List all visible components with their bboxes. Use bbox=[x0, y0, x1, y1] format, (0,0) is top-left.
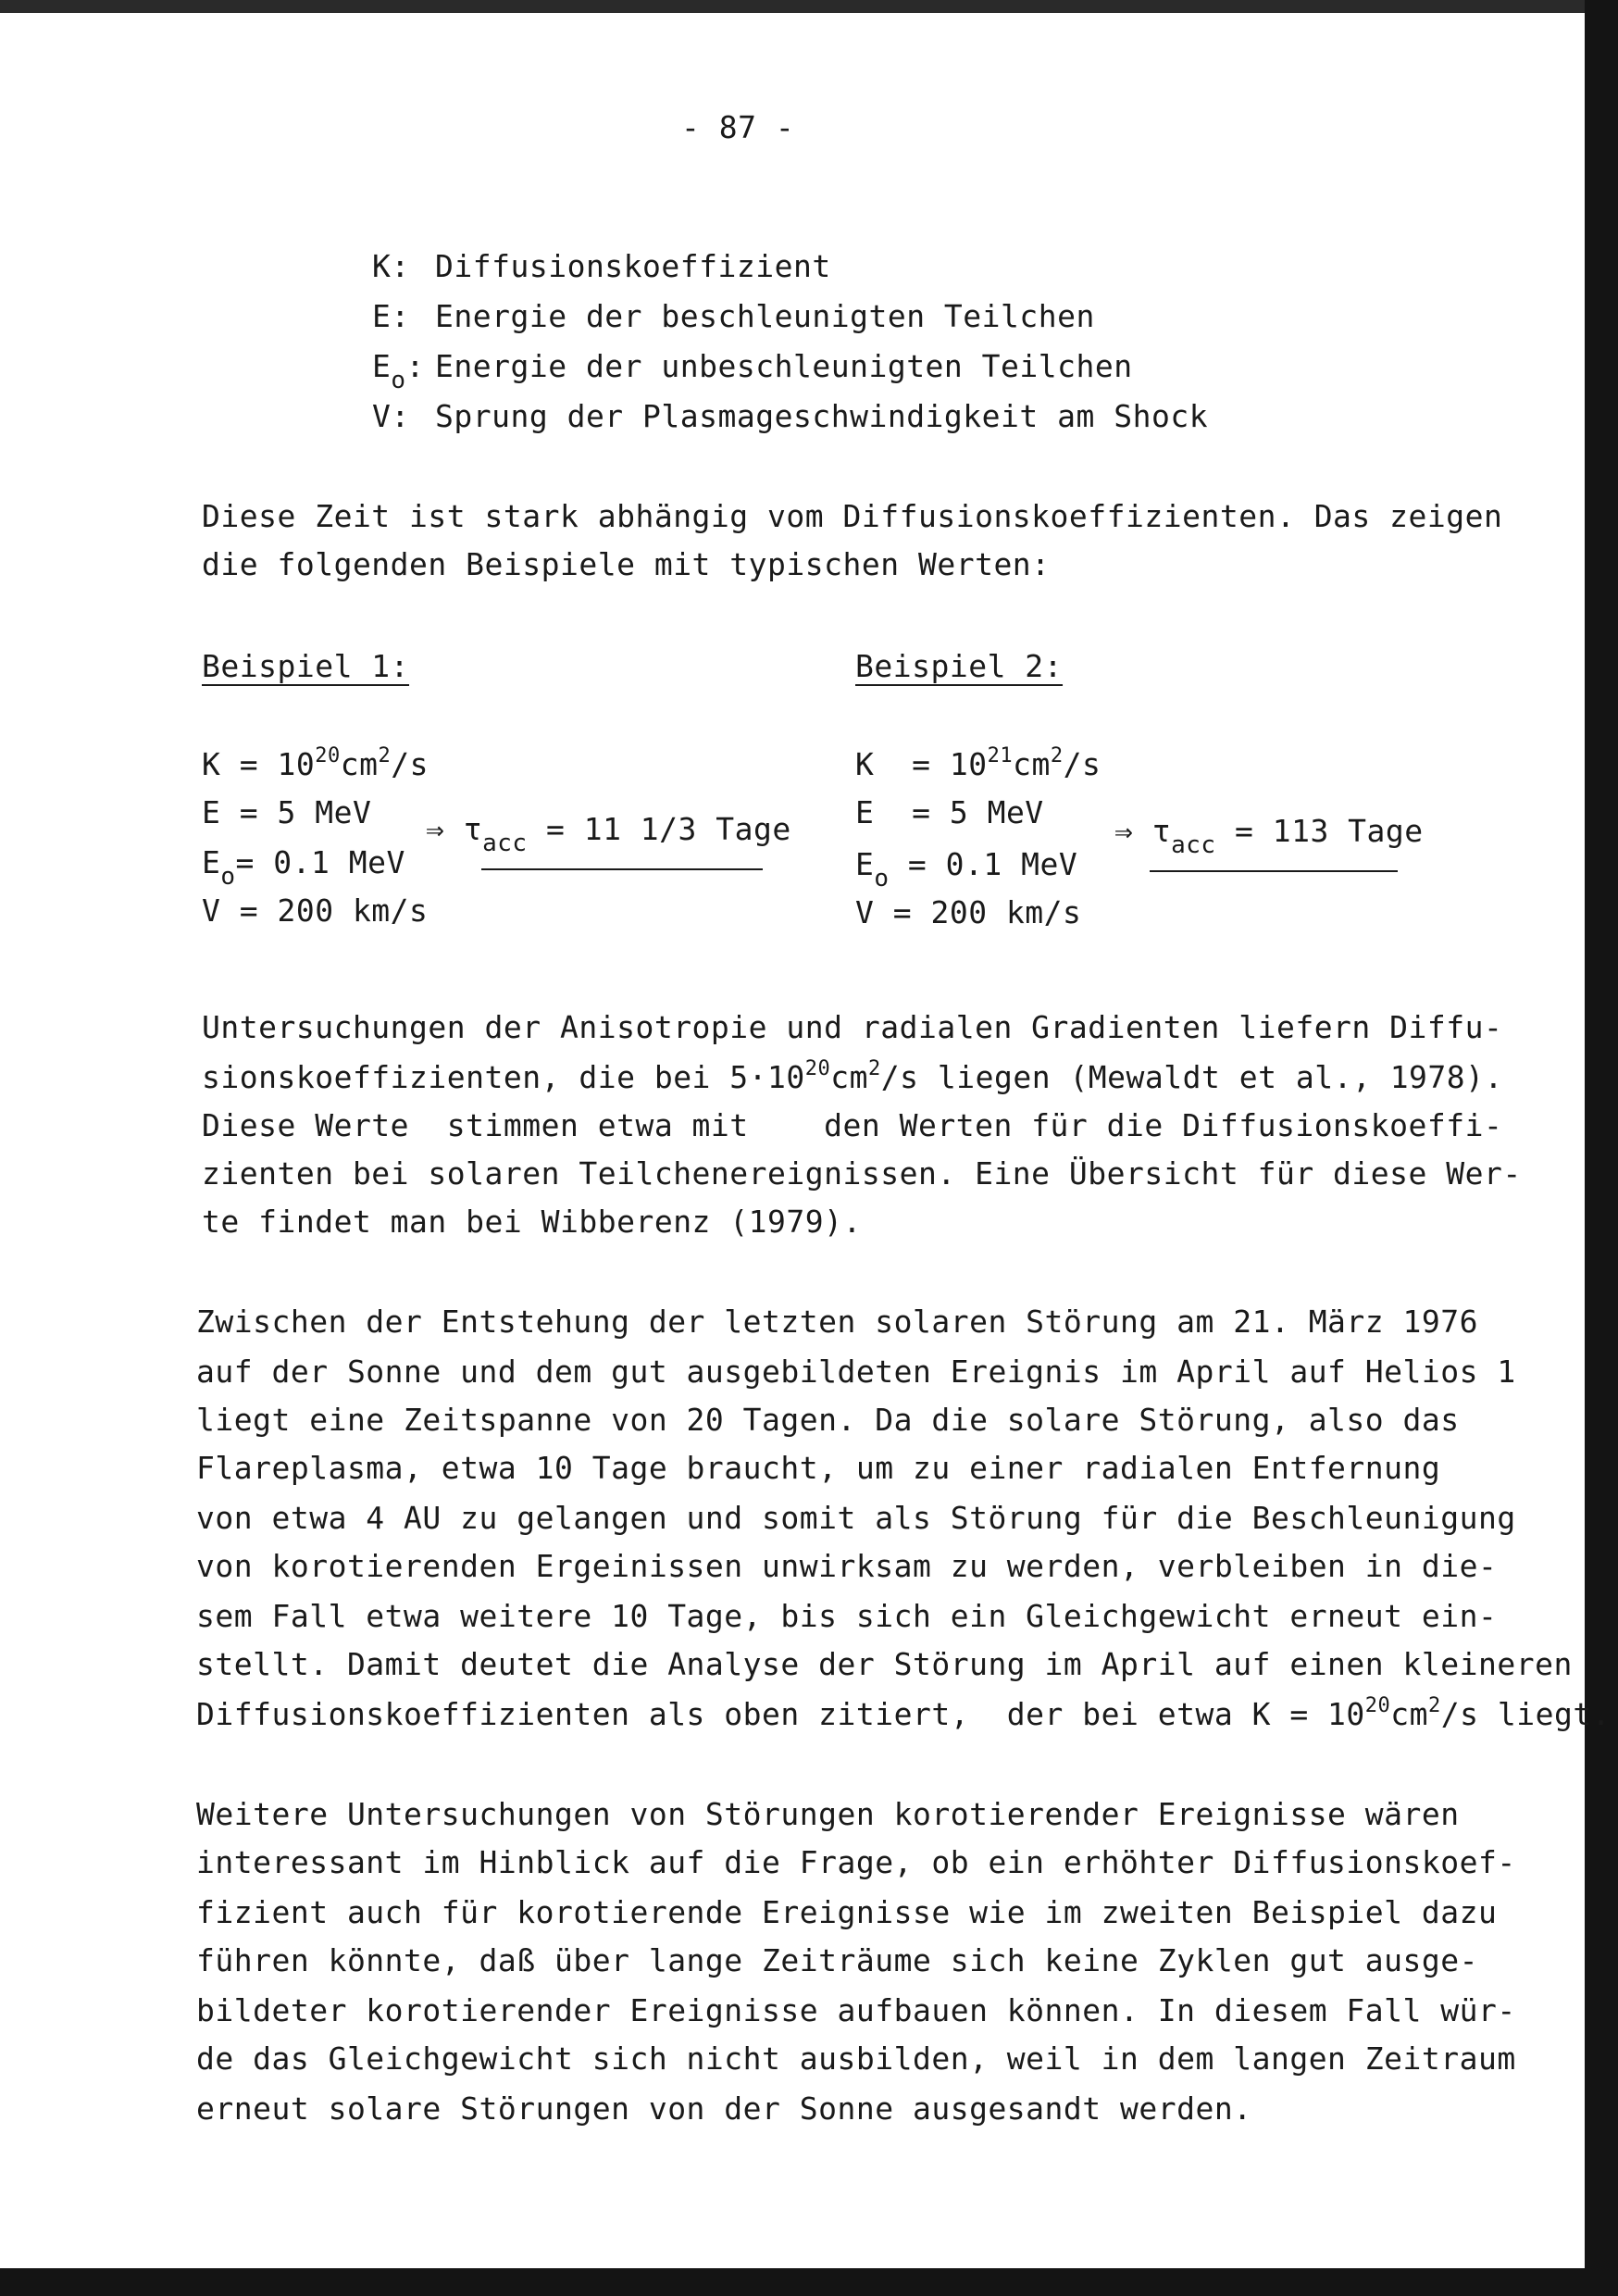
text-line: interessant im Hinblick auf die Frage, ob ein erhöhter Diffusionskoef- bbox=[196, 1844, 1516, 1880]
definition-text-e: Energie der beschleunigten Teilchen bbox=[435, 298, 1095, 334]
text-line: te findet man bei Wibberenz (1979). bbox=[202, 1204, 862, 1240]
example-1-v: V = 200 km/s bbox=[202, 892, 429, 929]
text-line: von etwa 4 AU zu gelangen und somit als Störung für die Beschleunigung bbox=[196, 1500, 1516, 1536]
text-line: bildeter korotierender Ereignisse aufbauen können. In diesem Fall wür- bbox=[196, 1992, 1516, 2028]
text-line: erneut solare Störungen von der Sonne ausgesandt werden. bbox=[196, 2090, 1252, 2127]
text-line: von korotierenden Ergeinissen unwirksam zu werden, verbleiben in die- bbox=[196, 1548, 1498, 1584]
text-line: Untersuchungen der Anisotropie und radialen Gradienten liefern Diffu- bbox=[202, 1009, 1503, 1045]
example-2-e: E = 5 MeV bbox=[855, 794, 1044, 830]
text-line: Diffusionskoeffizienten als oben zitiert, der bei etwa $K = 10^{20}cm^2/s$ liegt. bbox=[196, 1694, 1612, 1732]
text-line: auf der Sonne und dem gut ausgebildeten Ereignis im April auf Helios 1 bbox=[196, 1354, 1516, 1390]
definition-symbol-e: E: bbox=[372, 298, 410, 334]
example-1-k: $K = 10^{20}cm^2/s$ bbox=[202, 744, 429, 782]
example-1-heading: Beispiel 1: bbox=[202, 648, 410, 684]
example-2-v: V = 200 km/s bbox=[855, 894, 1082, 930]
arrow-icon: ⇒ bbox=[426, 811, 445, 847]
text-line: stellt. Damit deutet die Analyse der Störung im April auf einen kleineren bbox=[196, 1646, 1573, 1682]
scan-border-bottom bbox=[0, 2268, 1618, 2296]
text-line: Diese Werte stimmen etwa mit den Werten für die Diffusionskoeffi- bbox=[202, 1107, 1503, 1143]
definition-text-k: Diffusionskoeffizient bbox=[435, 248, 831, 284]
definition-symbol-k: K: bbox=[372, 248, 410, 284]
example-1-result-underline bbox=[481, 868, 763, 870]
scan-border-top bbox=[0, 0, 1618, 13]
example-1-e0: $E_o= 0.1$ MeV bbox=[202, 844, 405, 891]
example-2-result: ⇒ $\tau_{acc} = 113$ Tage bbox=[1114, 813, 1424, 859]
text-line: zienten bei solaren Teilchenereignissen. Eine Übersicht für diese Wer- bbox=[202, 1155, 1522, 1192]
example-2-heading: Beispiel 2: bbox=[855, 648, 1064, 684]
definition-text-v: Sprung der Plasmageschwindigkeit am Shock bbox=[435, 398, 1209, 434]
scan-border-right bbox=[1585, 0, 1618, 2296]
example-1-result: ⇒ $\tau_{acc} = 11$ 1/3 Tage bbox=[426, 811, 791, 857]
text-line: sionskoeffizienten, die bei $5\cdot 10^{20}cm^2/s$ liegen (Mewaldt et al., 1978). bbox=[202, 1057, 1503, 1095]
text-line: die folgenden Beispiele mit typischen Werten: bbox=[202, 546, 1051, 582]
text-line: sem Fall etwa weitere 10 Tage, bis sich ein Gleichgewicht erneut ein- bbox=[196, 1598, 1498, 1634]
text-line: de das Gleichgewicht sich nicht ausbilden, weil in dem langen Zeitraum bbox=[196, 2040, 1516, 2077]
example-1-e: E = 5 MeV bbox=[202, 794, 372, 830]
definition-text-e0: Energie der unbeschleunigten Teilchen bbox=[435, 348, 1133, 384]
text-line: Weitere Untersuchungen von Störungen korotierender Ereignisse wären bbox=[196, 1796, 1460, 1832]
text-line: Flareplasma, etwa 10 Tage braucht, um zu einer radialen Entfernung bbox=[196, 1450, 1441, 1486]
example-2-k: $K = 10^{21}cm^2/s$ bbox=[855, 744, 1101, 782]
page-number: - 87 - bbox=[681, 109, 795, 145]
definition-symbol-e0: $E_o$: bbox=[372, 348, 425, 394]
text-line: fizient auch für korotierende Ereignisse wie im zweiten Beispiel dazu bbox=[196, 1894, 1498, 1930]
text-line: liegt eine Zeitspanne von 20 Tagen. Da die solare Störung, also das bbox=[196, 1402, 1460, 1438]
definition-symbol-v: V: bbox=[372, 398, 410, 434]
example-2-e0: $E_o = 0.1$ MeV bbox=[855, 846, 1078, 892]
arrow-icon: ⇒ bbox=[1114, 813, 1134, 849]
text-line: führen könnte, daß über lange Zeiträume sich keine Zyklen gut ausge- bbox=[196, 1942, 1479, 1978]
text-line: Zwischen der Entstehung der letzten solaren Störung am 21. März 1976 bbox=[196, 1304, 1479, 1340]
example-2-result-underline bbox=[1150, 870, 1398, 872]
text-line: Diese Zeit ist stark abhängig vom Diffusionskoeffizienten. Das zeigen bbox=[202, 498, 1503, 534]
